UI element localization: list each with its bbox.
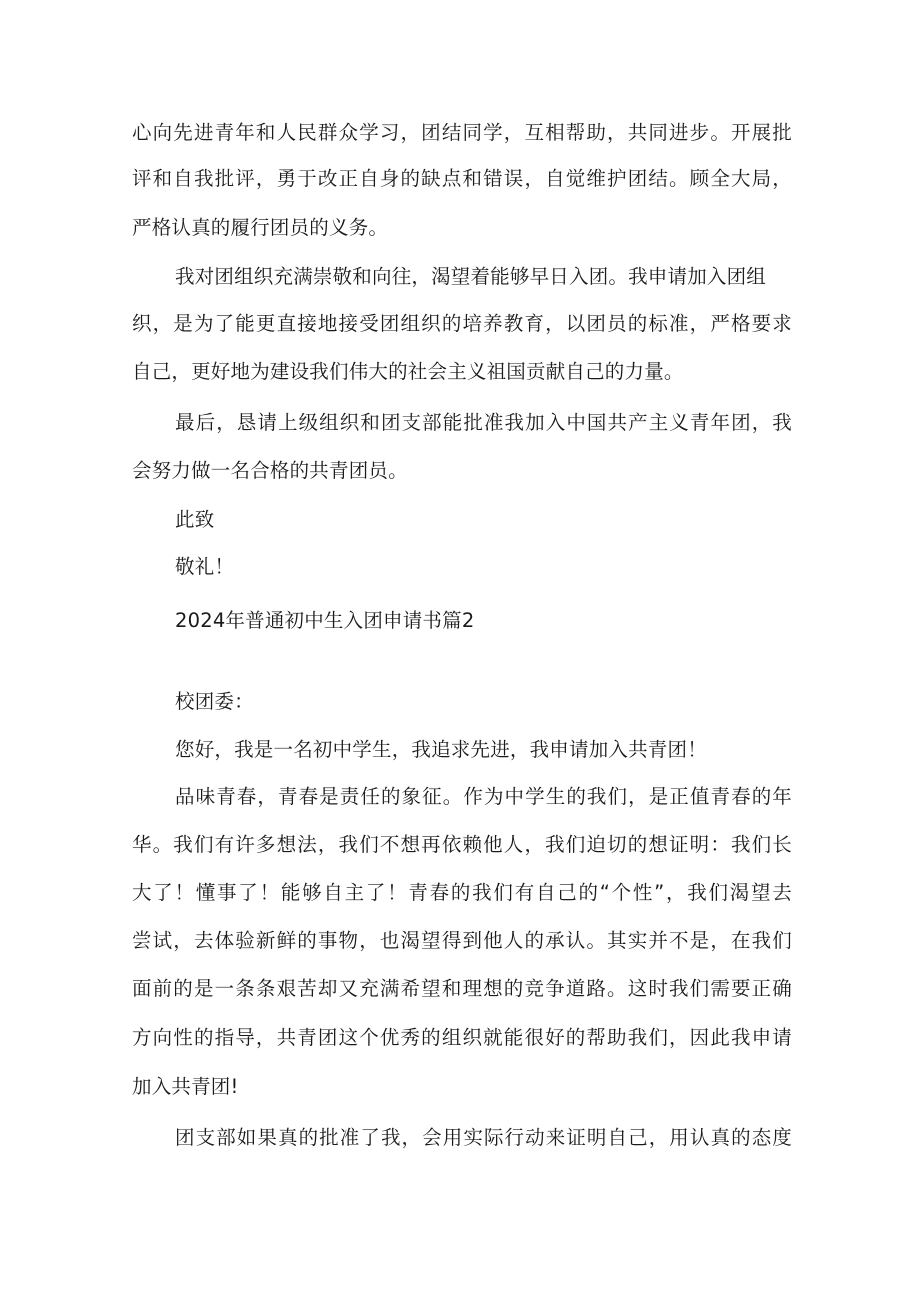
paragraph-line: 您好，我是一名初中学生，我追求先进，我申请加入共青团！ xyxy=(175,738,707,761)
paragraph-line: 自己，更好地为建设我们伟大的社会主义祖国贡献自己的力量。 xyxy=(132,360,684,383)
section-heading: 2024年普通初中生入团申请书篇2 xyxy=(175,609,475,632)
paragraph-line: 心向先进青年和人民群众学习，团结同学，互相帮助，共同进步。开展批 xyxy=(132,121,792,144)
paragraph-line: 最后，恳请上级组织和团支部能批准我加入中国共产主义青年团，我 xyxy=(175,411,792,434)
letter-recipient: 校团委： xyxy=(175,690,254,713)
paragraph-line: 加入共青团! xyxy=(132,1075,239,1098)
paragraph-line: 团支部如果真的批准了我，会用实际行动来证明自己，用认真的态度 xyxy=(175,1126,792,1149)
paragraph-line: 方向性的指导，共青团这个优秀的组织就能很好的帮助我们，因此我申请 xyxy=(132,1026,792,1049)
closing-regards: 敬礼！ xyxy=(175,555,235,578)
paragraph-line: 会努力做一名合格的共青团员。 xyxy=(132,459,408,482)
paragraph-line: 大了！懂事了！能够自主了！青春的我们有自己的“个性”，我们渴望去 xyxy=(132,881,792,904)
paragraph-line: 我对团组织充满崇敬和向往，渴望着能够早日入团。我申请加入团组 xyxy=(175,265,767,288)
paragraph-line: 品味青春，青春是责任的象征。作为中学生的我们，是正值青春的年 xyxy=(175,785,792,808)
paragraph-line: 尝试，去体验新鲜的事物，也渴望得到他人的承认。其实并不是，在我们 xyxy=(132,929,792,952)
paragraph-line: 严格认真的履行团员的义务。 xyxy=(132,216,389,239)
paragraph-line: 织，是为了能更直接地接受团组织的培养教育，以团员的标准，严格要求 xyxy=(132,312,792,335)
paragraph-line: 评和自我批评，勇于改正自身的缺点和错误，自觉维护团结。顾全大局， xyxy=(132,167,792,190)
paragraph-line: 华。我们有许多想法，我们不想再依赖他人，我们迫切的想证明：我们长 xyxy=(132,833,792,856)
closing-salutation: 此致 xyxy=(175,508,215,531)
paragraph-line: 面前的是一条条艰苦却又充满希望和理想的竞争道路。这时我们需要正确 xyxy=(132,977,792,1000)
